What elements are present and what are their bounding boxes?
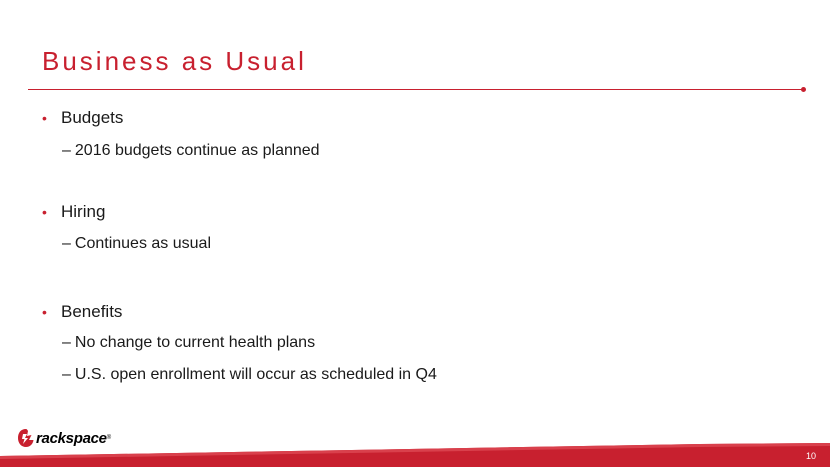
subitem-hiring-1 xyxy=(62,235,211,253)
bullet-label: Hiring xyxy=(61,202,106,221)
subitem-budgets-1 xyxy=(62,142,320,160)
bullet-dot-icon: • xyxy=(42,304,47,320)
slide-title: Business as Usual xyxy=(42,46,307,76)
bullet-budgets xyxy=(42,108,123,128)
subitem-benefits-1 xyxy=(62,334,315,352)
divider-end-dot xyxy=(801,87,806,92)
subitem-text: U.S. open enrollment will occur as scheduled in Q4 xyxy=(74,366,437,383)
dash-icon: – xyxy=(62,142,71,159)
footer-band xyxy=(0,440,830,467)
bullet-dot-icon: • xyxy=(42,204,47,220)
bullet-dot-icon: • xyxy=(42,110,47,126)
subitem-text: 2016 budgets continue as planned xyxy=(74,142,320,159)
rackspace-mark-icon xyxy=(17,428,35,448)
page-number: 10 xyxy=(805,451,816,461)
bullet-label: Benefits xyxy=(61,302,123,321)
subitem-text: Continues as usual xyxy=(74,235,211,252)
dash-icon: – xyxy=(62,366,71,383)
bullet-hiring xyxy=(42,202,105,222)
title-divider xyxy=(28,89,803,90)
subitem-text: No change to current health plans xyxy=(74,334,316,351)
dash-icon: – xyxy=(62,334,71,351)
dash-icon: – xyxy=(62,235,71,252)
trademark-symbol: ® xyxy=(106,435,112,441)
bullet-benefits xyxy=(42,302,122,322)
subitem-benefits-2 xyxy=(62,366,437,384)
rackspace-wordmark: rackspace xyxy=(36,429,107,447)
rackspace-logo xyxy=(17,426,111,450)
bullet-label: Budgets xyxy=(61,108,124,127)
